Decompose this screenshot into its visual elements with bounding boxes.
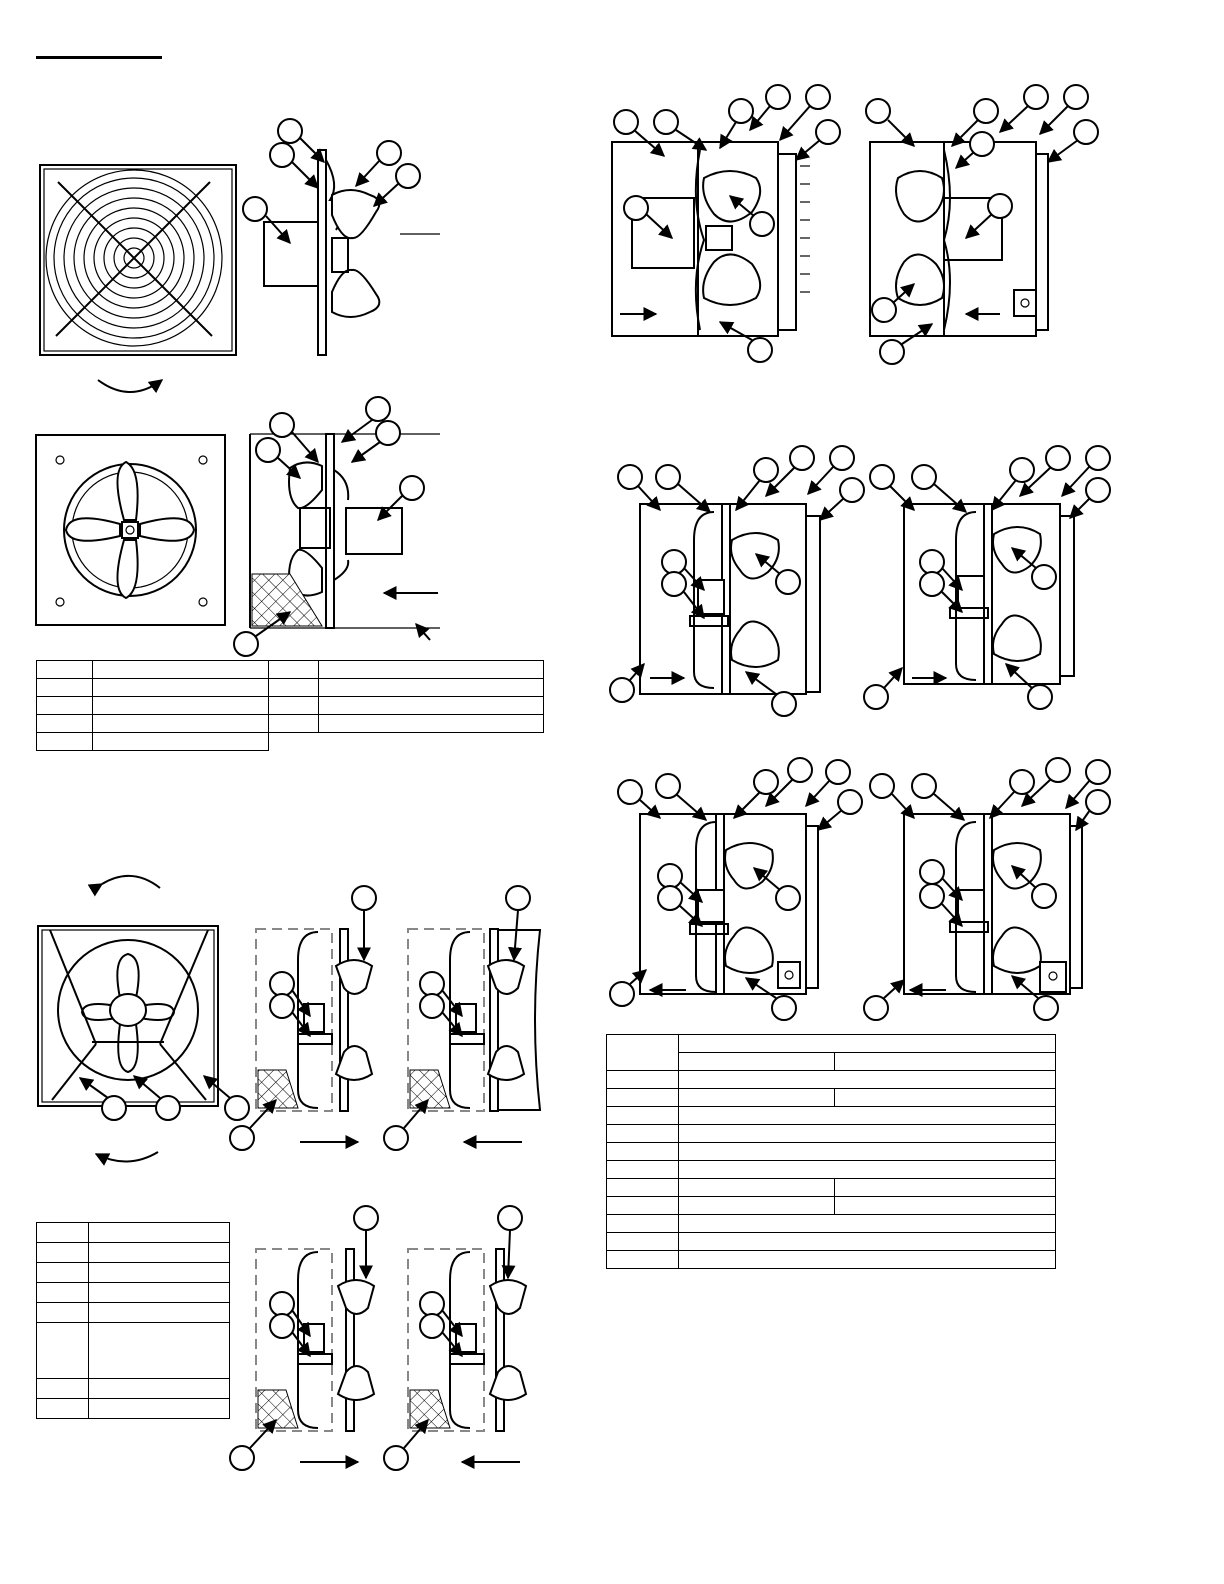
table-row xyxy=(607,1215,1056,1233)
blade-fan-front xyxy=(36,435,225,625)
table-row xyxy=(37,661,544,679)
parts-table-upper-left xyxy=(36,660,544,751)
table-row xyxy=(607,1143,1056,1161)
table-row xyxy=(37,1379,230,1399)
table-row xyxy=(37,1243,230,1263)
rotation-arrow xyxy=(98,380,162,392)
housing-fan-c xyxy=(640,504,820,694)
table-row xyxy=(607,1197,1056,1215)
square-guard-fan-front xyxy=(40,165,236,355)
callouts xyxy=(610,446,864,716)
table-row xyxy=(607,1233,1056,1251)
cabinet-fan-d xyxy=(408,1249,526,1462)
parts-table-right xyxy=(606,1034,1056,1269)
rotation-arrow xyxy=(96,1152,158,1162)
housing-fan-b xyxy=(870,142,1048,336)
belt-drive-fan-front xyxy=(38,926,218,1106)
table-row xyxy=(607,1035,1056,1053)
table-row xyxy=(607,1251,1056,1269)
callouts xyxy=(864,758,1110,1020)
rotation-arrow xyxy=(102,876,160,888)
table-row xyxy=(607,1071,1056,1089)
parts-table-lower-left xyxy=(36,1222,230,1419)
housing-fan-a xyxy=(612,142,810,336)
table-row xyxy=(37,1399,230,1419)
cabinet-fan-a xyxy=(256,929,372,1142)
callouts xyxy=(610,758,862,1020)
table-row xyxy=(607,1089,1056,1107)
callouts xyxy=(866,85,1098,364)
table-row xyxy=(37,1303,230,1323)
table-row xyxy=(37,1263,230,1283)
table-row xyxy=(37,679,544,697)
table-row xyxy=(37,733,544,751)
table-row xyxy=(607,1125,1056,1143)
table-row xyxy=(607,1107,1056,1125)
cabinet-fan-b xyxy=(408,929,540,1142)
blade-fan-side xyxy=(250,434,440,628)
callouts xyxy=(80,1076,249,1120)
table-row xyxy=(37,1223,230,1243)
table-row xyxy=(37,715,544,733)
table-row xyxy=(37,697,544,715)
table-row xyxy=(37,1323,230,1379)
table-row xyxy=(607,1179,1056,1197)
cabinet-fan-c xyxy=(256,1249,374,1462)
table-row xyxy=(607,1161,1056,1179)
table-row xyxy=(37,1283,230,1303)
